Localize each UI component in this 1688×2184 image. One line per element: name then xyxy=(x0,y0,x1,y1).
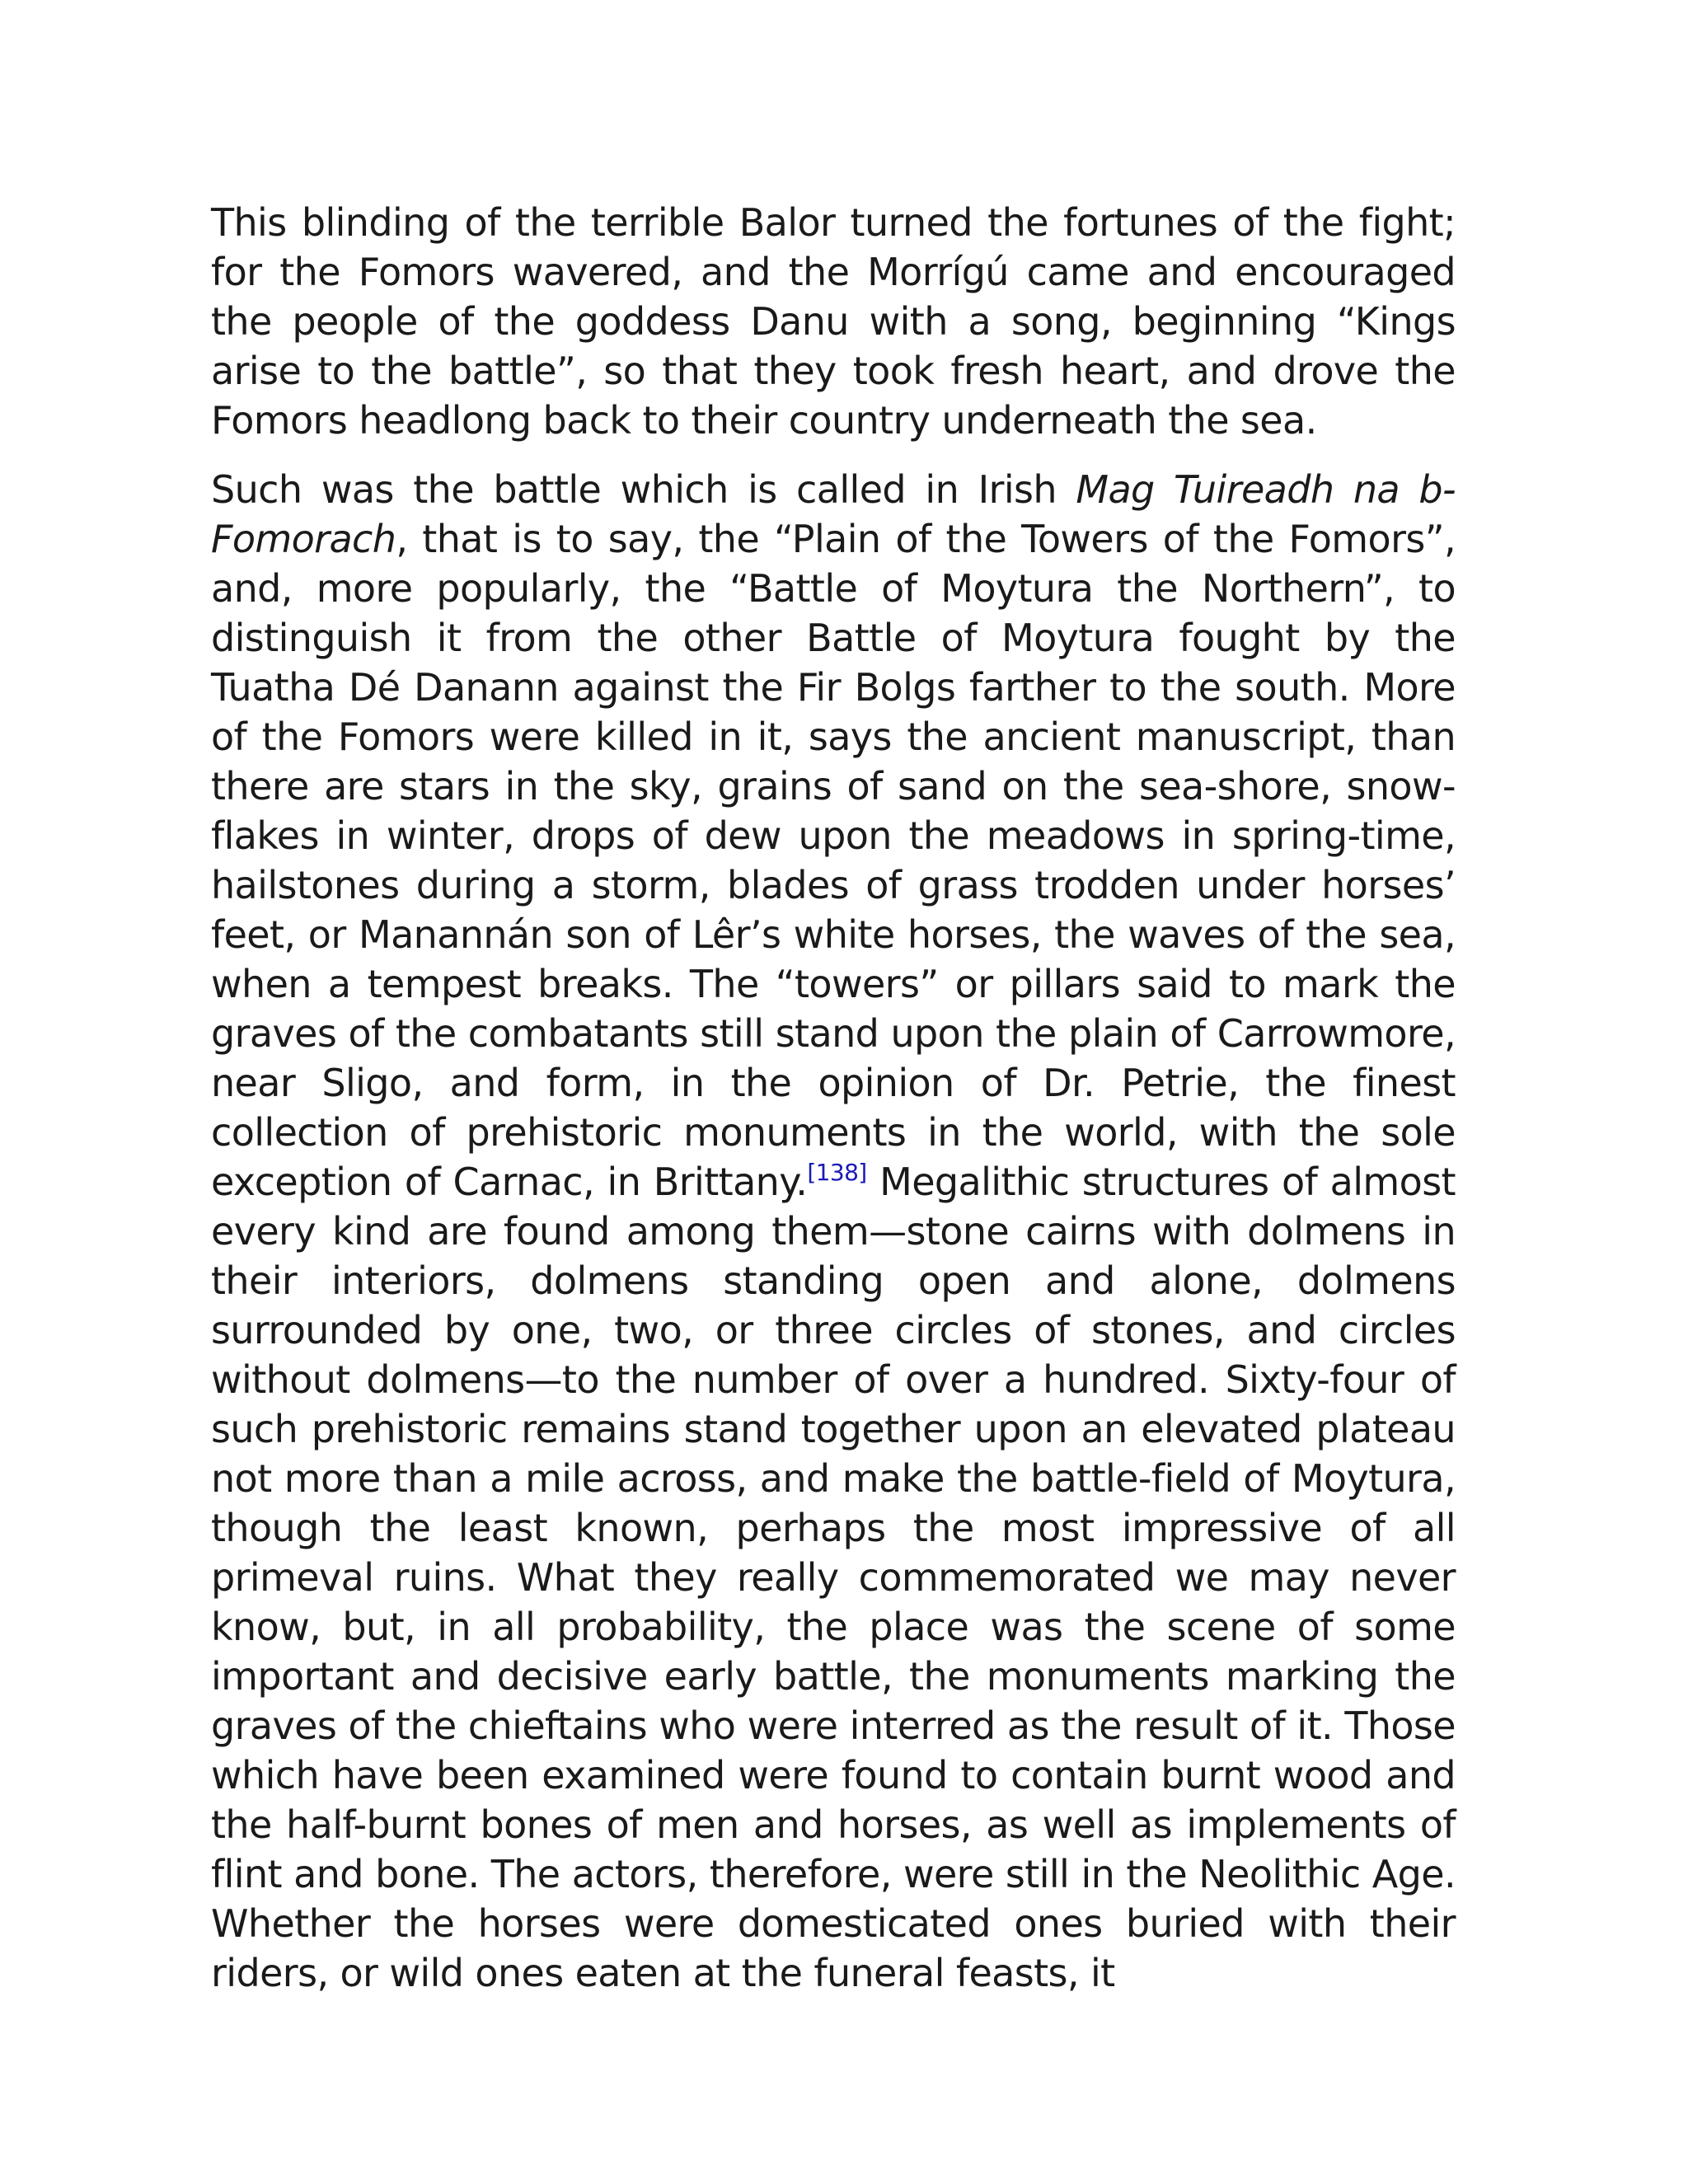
page-body xyxy=(211,198,1456,1998)
footnote-link-138[interactable]: [138] xyxy=(807,1159,867,1186)
paragraph-battle-of-moytura xyxy=(211,465,1456,1998)
paragraph-text-end: Megalithic structures of almost every kind are found among them—stone cairns with dolmens in their interiors, dolmens standing open and alone, dolmens surrounded by one, two, or three circles of stones, and circles without dolmens—to the number of over a hundred. Sixty-four of such prehistoric remains stand together upon an elevated plateau not more than a mile across, and make the battle-field of Moytura, though the least known, perhaps the most impressive of all primeval ruins. What they really commemorated we may never know, but, in all probability, the place was the scene of some important and decisive early battle, the monuments marking the graves of the chieftains who were interred as the result of it. Those which have been examined were found to contain burnt wood and the half-burnt bones of men and horses, as well as implements of flint and bone. The actors, therefore, were still in the Neolithic Age. Whether the horses were domesticated ones buried with their riders, or wild ones eaten at the funeral feasts, it xyxy=(211,1160,1456,1995)
paragraph-text-middle: , that is to say, the “Plain of the Towers of the Fomors”, and, more popularly, the “Battle of Moytura the Northern”, to distinguish it from the other Battle of Moytura fought by the Tuatha Dé Danann against the Fir Bolgs farther to the south. More of the Fomors were killed in it, says the ancient manuscript, than there are stars in the sky, grains of sand on the sea-shore, snow-flakes in winter, drops of dew upon the meadows in spring-time, hailstones during a storm, blades of grass trodden under horses’ feet, or Manannán son of Lêr’s white horses, the waves of the sea, when a tempest breaks. The “towers” or pillars said to mark the graves of the combatants still stand upon the plain of Carrowmore, near Sligo, and form, in the opinion of Dr. Petrie, the finest collection of prehistoric monuments in the world, with the sole exception of Carnac, in Brittany. xyxy=(211,517,1456,1204)
paragraph-balor-blinding: This blinding of the terrible Balor turned the fortunes of the fight; for the Fomors wavered, and the Morrígú came and encouraged the people of the goddess Danu with a song, beginning “Kings arise to the battle”, so that they took fresh heart, and drove the Fomors headlong back to their country underneath the sea. xyxy=(211,200,1456,443)
paragraph-text-intro: Such was the battle which is called in Irish xyxy=(211,467,1076,512)
irish-battle-name: Mag Tuireadh na b-Fomorach xyxy=(211,467,1456,561)
